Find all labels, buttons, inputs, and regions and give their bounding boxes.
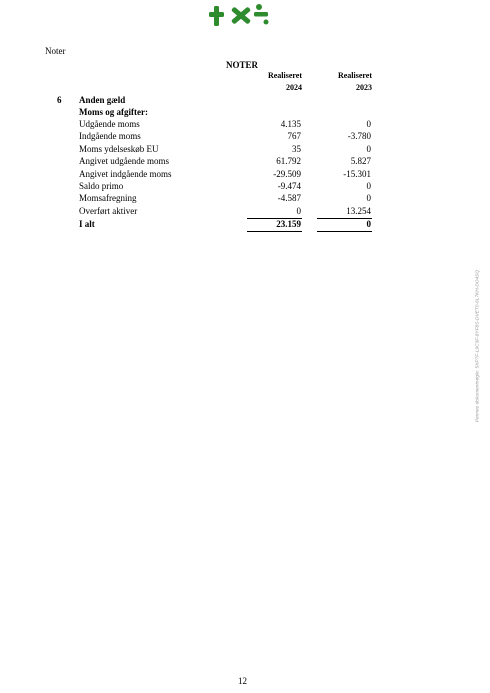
column-header-line1: Realiseret (337, 71, 372, 80)
value-2023: 0 (366, 119, 371, 129)
total-value-2024: 23.159 (276, 219, 301, 229)
table-row (79, 180, 374, 192)
table-row (79, 192, 374, 204)
value-2024: -4.587 (277, 193, 301, 204)
row-label: Momsafregning (79, 193, 137, 204)
value-2024: 4.135 (280, 119, 301, 129)
value-2023: -3.780 (347, 131, 371, 142)
table-row (79, 118, 374, 130)
total-value-2023: 0 (366, 219, 371, 229)
value-2024: 767 (287, 131, 301, 142)
txi-logo-icon (208, 2, 270, 30)
value-2023: 0 (366, 193, 371, 204)
table-row (79, 155, 374, 167)
value-2023: 5.827 (350, 156, 371, 167)
column-header-line1: Realiseret (267, 71, 302, 80)
column-header-2024 (250, 70, 302, 94)
row-label: Overført aktiver (79, 205, 138, 216)
value-2023: 13.254 (346, 205, 371, 216)
note-subtitle: Moms og afgifter: (79, 107, 148, 117)
value-2023: 0 (366, 180, 371, 191)
row-label: Saldo primo (79, 180, 124, 191)
section-title: NOTER (226, 60, 259, 70)
column-header-2023 (320, 70, 372, 94)
row-label: Moms ydelseskøb EU (79, 143, 159, 154)
value-2024: 35 (292, 143, 301, 154)
value-2023: 0 (366, 143, 371, 154)
total-rule-2024 (247, 231, 302, 232)
page-number: 12 (238, 676, 247, 686)
value-2024: -9.474 (277, 180, 301, 191)
row-label: Angivet udgående moms (79, 156, 169, 167)
note-number: 6 (57, 95, 62, 105)
value-2024: 61.792 (276, 156, 301, 167)
row-label: Indgående moms (79, 131, 141, 142)
note-table (79, 118, 374, 217)
column-header-year: 2023 (356, 83, 372, 92)
table-row (79, 143, 374, 155)
table-row (79, 168, 374, 180)
column-header-year: 2024 (286, 83, 302, 92)
total-rule-2023 (317, 231, 372, 232)
total-row (79, 218, 374, 232)
note-title: Anden gæld (79, 95, 126, 105)
row-label: Udgående moms (79, 119, 140, 129)
table-row (79, 205, 374, 217)
document-key-label: Penneo dokumentnøgle: 5XP7F-L9C3F-8YF8S-DVET0-6L7KH-DO4SQ (475, 269, 481, 423)
value-2024: 0 (296, 205, 301, 216)
value-2023: -15.301 (343, 168, 371, 179)
header-note-label: Noter (45, 46, 66, 56)
table-row (79, 130, 374, 142)
value-2024: -29.509 (273, 168, 301, 179)
total-label: I alt (79, 219, 95, 229)
row-label: Angivet indgående moms (79, 168, 172, 179)
